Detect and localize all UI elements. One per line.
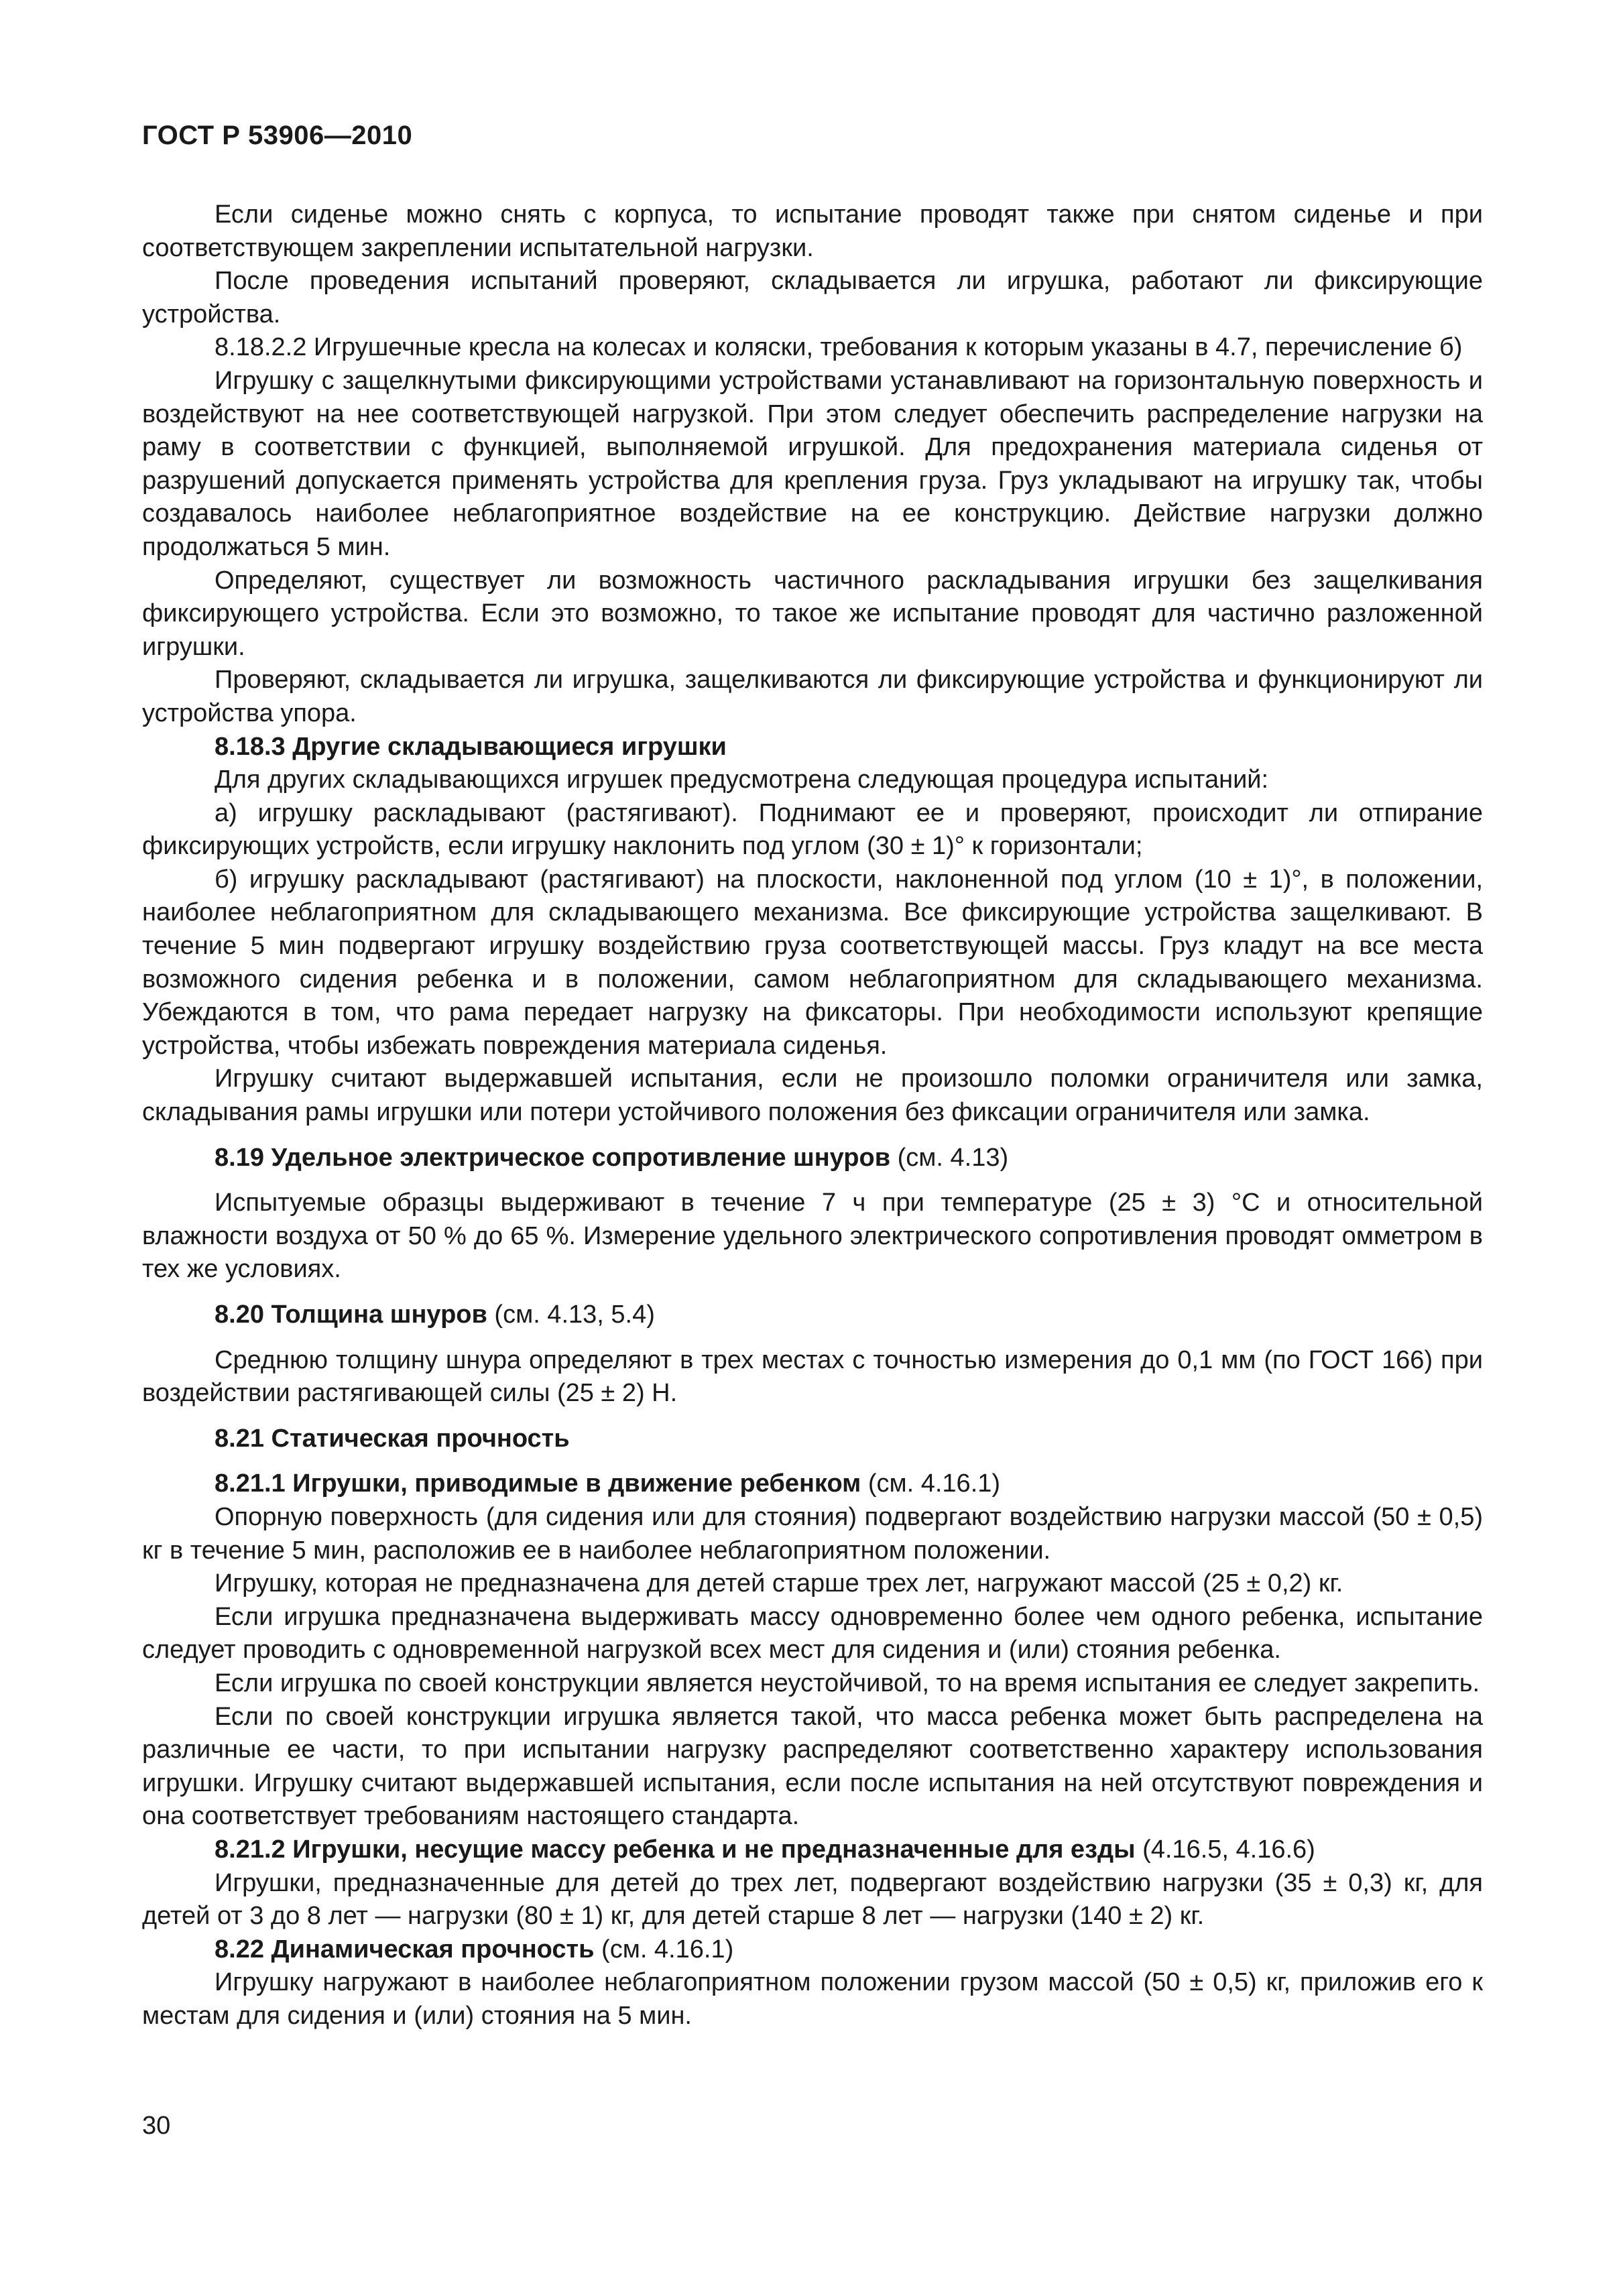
section-heading: 8.21 Статическая прочность — [215, 1424, 570, 1453]
paragraph — [142, 1701, 1483, 1833]
section-heading: 8.21.2 Игрушки, несущие массу ребенка и не предназначенные для езды — [215, 1835, 1136, 1864]
paragraph-text: Игрушку, которая не предназначена для детей старше трех лет, нагружают массой (25 ± 0,2) кг. — [215, 1569, 1343, 1598]
paragraph — [142, 1298, 1483, 1332]
paragraph — [142, 1966, 1483, 2033]
paragraph-text: Опорную поверхность (для сидения или для стояния) подвергают воздействию нагрузки массой (50 ± 0,5) кг в течение 5 мин, расположив ее в наиболее неблагоприятном положении. — [142, 1502, 1483, 1565]
paragraph — [142, 1063, 1483, 1129]
paragraph — [142, 1423, 1483, 1456]
paragraph — [142, 1567, 1483, 1601]
paragraph — [142, 1501, 1483, 1567]
section-heading: 8.22 Динамическая прочность — [215, 1935, 595, 1963]
section-heading: 8.21.1 Игрушки, приводимые в движение ребенком — [215, 1469, 861, 1498]
paragraph-text: 8.18.2.2 Игрушечные кресла на колесах и коляски, требования к которым указаны в 4.7, перечисление б) — [215, 333, 1463, 362]
paragraph — [142, 1933, 1483, 1967]
paragraph-text: Среднюю толщину шнура определяют в трех местах с точностью измерения до 0,1 мм (по ГОСТ 166) при воздействии растягивающей силы (25 ± 2) Н. — [142, 1345, 1483, 1408]
paragraph-text: (см. 4.13, 5.4) — [487, 1301, 655, 1329]
paragraph-text: Если по своей конструкции игрушка является такой, что масса ребенка может быть распределена на различные ее части, то при испытании нагрузку распределяют соответственно характеру использования игрушки. Игрушку считают выдержавшей испытания, если после испытания на ней отсутствуют повреждения и она соответствует требованиям настоящего стандарта. — [142, 1702, 1483, 1831]
paragraph — [142, 664, 1483, 730]
paragraph-text: (4.16.5, 4.16.6) — [1135, 1835, 1315, 1864]
section-heading: 8.19 Удельное электрическое сопротивление шнуров — [215, 1143, 891, 1172]
paragraph — [142, 1601, 1483, 1667]
paragraph — [142, 265, 1483, 331]
paragraph-text: Если игрушка предназначена выдерживать массу одновременно более чем одного ребенка, испытание следует проводить с одновременной нагрузкой всех мест для сидения и (или) стояния ребенка. — [142, 1602, 1483, 1665]
paragraph — [142, 863, 1483, 1063]
section-heading: 8.18.3 Другие складывающиеся игрушки — [215, 732, 727, 761]
paragraph-text: Игрушки, предназначенные для детей до трех лет, подвергают воздействию нагрузки (35 ± 0,3) кг, для детей от 3 до 8 лет — нагрузки (80 ± 1) кг, для детей старше 8 лет — нагрузки (140 ± 2) кг. — [142, 1868, 1483, 1931]
paragraph — [142, 1867, 1483, 1933]
paragraph-text: (см. 4.13) — [890, 1143, 1009, 1172]
page-number: 30 — [142, 2112, 171, 2140]
paragraph-text: Игрушку нагружают в наиболее неблагоприятном положении грузом массой (50 ± 0,5) кг, приложив его к местам для сидения и (или) стояния на 5 мин. — [142, 1968, 1483, 2030]
paragraph — [142, 365, 1483, 564]
paragraph-text: а) игрушку раскладывают (растягивают). Поднимают ее и проверяют, происходит ли отпирание фиксирующих устройств, если игрушку наклонить под углом (30 ± 1)° к горизонтали; — [142, 798, 1483, 861]
paragraph-text: Для других складывающихся игрушек предусмотрена следующая процедура испытаний: — [215, 766, 1269, 794]
paragraph — [142, 564, 1483, 664]
paragraph-text: б) игрушку раскладывают (растягивают) на плоскости, наклоненной под углом (10 ± 1)°, в положении, наиболее неблагоприятном для складывающего механизма. Все фиксирующие устройства защелкивают. В течение 5 мин подвергают игрушку воздействию груза соответствующей массы. Груз кладут на все места возможного сидения ребенка и в положении, самом неблагоприятном для складывающего механизма. Убеждаются в том, что рама передает нагрузку на фиксаторы. При необходимости используют крепящие устройства, чтобы избежать повреждения материала сиденья. — [142, 865, 1483, 1060]
paragraph — [142, 1833, 1483, 1867]
paragraph-text: После проведения испытаний проверяют, складывается ли игрушка, работают ли фиксирующие устройства. — [142, 267, 1483, 328]
paragraph-text: Определяют, существует ли возможность частичного раскладывания игрушки без защелкивания фиксирующего устройства. Если это возможно, то такое же испытание проводят для частично разложенной игрушки. — [142, 566, 1483, 661]
paragraph — [142, 764, 1483, 797]
paragraph — [142, 198, 1483, 265]
paragraph — [142, 1667, 1483, 1701]
paragraph — [142, 331, 1483, 365]
paragraph — [142, 1142, 1483, 1175]
paragraph — [142, 797, 1483, 863]
paragraph-text: (см. 4.16.1) — [861, 1469, 1001, 1498]
paragraph-text: Игрушку считают выдержавшей испытания, если не произошло поломки ограничителя или замка, складывания рамы игрушки или потери устойчивого положения без фиксации ограничителя или замка. — [142, 1065, 1483, 1127]
paragraph — [142, 731, 1483, 764]
paragraph-text: Игрушку с защелкнутыми фиксирующими устройствами устанавливают на горизонтальную поверхность и воздействуют на нее соответствующей нагрузкой. При этом следует обеспечить распределение нагрузки на раму в соответствии с функцией, выполняемой игрушкой. Для предохранения материала сиденья от разрушений допускается применять устройства для крепления груза. Груз укладывают на игрушку так, чтобы создавалось наиболее неблагоприятное воздействие на ее конструкцию. Действие нагрузки должно продолжаться 5 мин. — [142, 366, 1483, 561]
paragraph-text: Испытуемые образцы выдерживают в течение 7 ч при температуре (25 ± 3) °С и относительной влажности воздуха от 50 % до 65 %. Измерение удельного электрического сопротивления проводят омметром в тех же условиях. — [142, 1189, 1483, 1284]
paragraph — [142, 1467, 1483, 1501]
paragraph — [142, 1344, 1483, 1410]
document-body — [142, 198, 1483, 2033]
paragraph-text: (см. 4.16.1) — [594, 1935, 734, 1963]
section-heading: 8.20 Толщина шнуров — [215, 1301, 487, 1329]
paragraph — [142, 1187, 1483, 1286]
paragraph-text: Если сиденье можно снять с корпуса, то испытание проводят также при снятом сиденье и при соответствующем закреплении испытательной нагрузки. — [142, 200, 1483, 262]
paragraph-text: Если игрушка по своей конструкции является неустойчивой, то на время испытания ее следует закрепить. — [215, 1669, 1480, 1697]
paragraph-text: Проверяют, складывается ли игрушка, защелкиваются ли фиксирующие устройства и функционируют ли устройства упора. — [142, 666, 1483, 727]
document-header: ГОСТ Р 53906—2010 — [142, 121, 413, 150]
